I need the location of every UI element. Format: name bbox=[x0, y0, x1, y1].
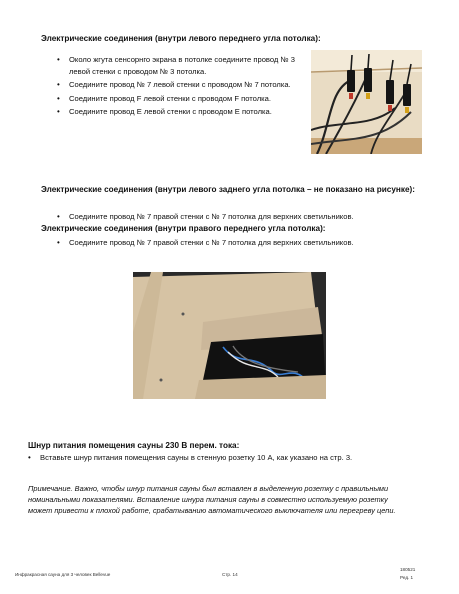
list-item: • Соедините провод № 7 правой стенки с № 7 потолка для верхних светильников. bbox=[55, 237, 435, 249]
bullet-list-back-left bbox=[55, 211, 435, 223]
list-item: • Соедините провод № 7 левой стенки с проводом № 7 потолка. bbox=[55, 79, 295, 91]
bullet-list-front-right bbox=[55, 237, 435, 249]
section-heading-back-left: Электрические соединения (внутри левого заднего угла потолка – не показано на рисунке): bbox=[41, 185, 415, 194]
footer-revision: Ред. 1 bbox=[400, 575, 414, 580]
list-item: • Около жгута сенсорнго экрана в потолке соедините провод № 3 левой стенки с проводом № 3 потолка. bbox=[55, 54, 295, 77]
section-heading-front-left: Электрические соединения (внутри левого переднего угла потолка): bbox=[41, 34, 321, 43]
footer-page-number: Стр. 14 bbox=[222, 572, 238, 577]
list-item: • Вставьте шнур питания помещения сауны в стенную розетку 10 А, как указано на стр. 3. bbox=[26, 452, 426, 464]
list-item: • Соедините провод E левой стенки с проводом E потолка. bbox=[55, 106, 295, 118]
bullet-list-front-left bbox=[55, 54, 295, 118]
footer-doc-code: 180521 bbox=[400, 567, 416, 572]
section-heading-power: Шнур питания помещения сауны 230 В перем. тока: bbox=[28, 441, 240, 450]
wire-connectors-photo bbox=[311, 50, 422, 154]
section-heading-front-right: Электрические соединения (внутри правого переднего угла потолка): bbox=[41, 224, 326, 233]
list-item: • Соедините провод F левой стенки с проводом F потолка. bbox=[55, 93, 295, 105]
footer-product-name: Инфракрасная сауна для 3 человек Bellevue bbox=[15, 572, 111, 577]
important-note: Примечание. Важно, чтобы шнур питания сауны был вставлен в выделенную розетку с правильными номинальными показателями. Вставление шнура питания сауны в совместно используемую розетку может привести к плохой работе, срабатыванию автоматического выключателя или перегреву цепи. bbox=[28, 484, 396, 515]
list-item: • Соедините провод № 7 правой стенки с № 7 потолка для верхних светильников. bbox=[55, 211, 435, 223]
ceiling-panel-photo bbox=[133, 272, 326, 399]
bullet-list-power bbox=[26, 452, 426, 464]
